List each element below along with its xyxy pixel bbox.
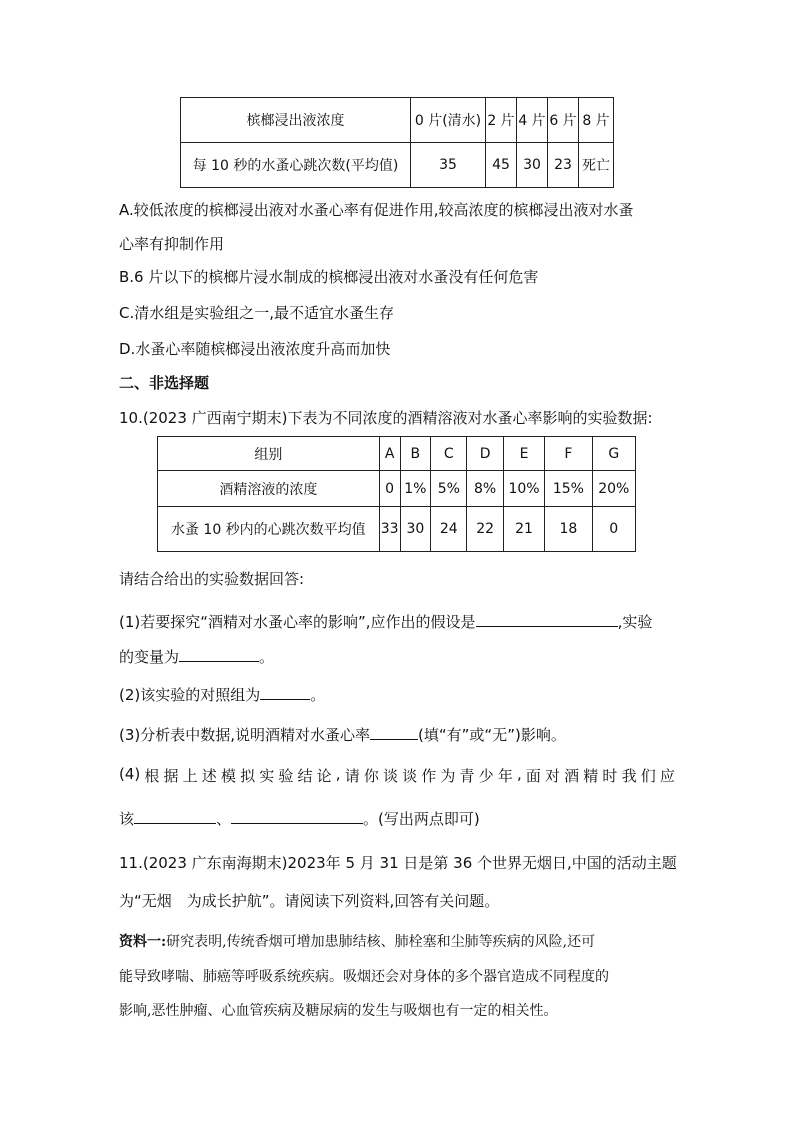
question-11-line1: 11.(2023 广东南海期末)2023年 5 月 31 日是第 36 个世界无烟日,中国的活动主题 bbox=[119, 854, 677, 872]
word: 对 bbox=[545, 767, 561, 785]
subquestion-text: 。 bbox=[310, 686, 326, 704]
word: 青 bbox=[459, 767, 475, 785]
alcohol-table bbox=[157, 436, 636, 552]
table-cell: 水蚤 10 秒内的心跳次数平均值 bbox=[158, 507, 380, 552]
word: 面 bbox=[525, 767, 541, 785]
subquestion-text: (2)该实验的对照组为 bbox=[119, 686, 261, 704]
word: 根 bbox=[144, 767, 160, 785]
subquestion-3 bbox=[119, 724, 566, 745]
word: 论 bbox=[316, 767, 332, 785]
material-line3: 影响,恶性肿瘤、心血管疾病及糖尿病的发生与吸烟也有一定的相关性。 bbox=[119, 1003, 558, 1019]
table-cell: 18 bbox=[545, 507, 592, 552]
word: 实 bbox=[259, 767, 275, 785]
word: 谈 bbox=[402, 767, 418, 785]
table-cell: F bbox=[545, 437, 592, 471]
betel-nut-table bbox=[180, 97, 614, 188]
word: 述 bbox=[201, 767, 217, 785]
table-cell: 21 bbox=[503, 507, 545, 552]
table-cell: 0 bbox=[379, 471, 400, 507]
table-cell: 10% bbox=[503, 471, 545, 507]
word: 你 bbox=[363, 767, 379, 785]
option-c: C.清水组是实验组之一,最不适宜水蚤生存 bbox=[119, 304, 395, 322]
material-text: 研究表明,传统香烟可增加患肺结核、肺栓塞和尘肺等疾病的风险,还可 bbox=[166, 934, 596, 950]
subquestion-text: (3)分析表中数据,说明酒精对水蚤心率 bbox=[119, 726, 371, 744]
option-a-line2: 心率有抑制作用 bbox=[119, 235, 225, 253]
word: 年 bbox=[497, 767, 513, 785]
answer-blank[interactable] bbox=[476, 612, 618, 627]
word: (4) bbox=[119, 765, 141, 783]
answer-blank[interactable] bbox=[179, 647, 259, 662]
subquestion-text: ,实验 bbox=[617, 613, 653, 631]
word: 据 bbox=[163, 767, 179, 785]
answer-blank[interactable] bbox=[231, 809, 363, 824]
table-cell: 22 bbox=[467, 507, 503, 552]
table-cell: 33 bbox=[379, 507, 400, 552]
word: 酒 bbox=[564, 767, 580, 785]
word: 上 bbox=[182, 767, 198, 785]
answer-blank[interactable] bbox=[370, 725, 418, 740]
table-cell: 5% bbox=[431, 471, 467, 507]
table-cell: 死亡 bbox=[579, 143, 614, 188]
table-cell: 23 bbox=[548, 143, 579, 188]
answer-blank[interactable] bbox=[260, 685, 310, 700]
word: 请 bbox=[344, 767, 360, 785]
table-cell: B bbox=[400, 437, 431, 471]
subquestion-1-line2 bbox=[119, 646, 274, 667]
table-cell: A bbox=[379, 437, 400, 471]
subquestion-1-line1 bbox=[119, 611, 652, 632]
word: , bbox=[516, 765, 522, 783]
word: 结 bbox=[297, 767, 313, 785]
question-10-prompt: 请结合给出的实验数据回答: bbox=[119, 570, 305, 588]
word: 为 bbox=[440, 767, 456, 785]
table-cell: 20% bbox=[592, 471, 635, 507]
material-label: 资料一: bbox=[119, 934, 167, 950]
table-row bbox=[158, 437, 636, 471]
table-cell: 槟榔浸出液浓度 bbox=[181, 98, 411, 143]
answer-blank[interactable] bbox=[134, 809, 216, 824]
table-cell: 6 片 bbox=[548, 98, 579, 143]
question-10-stem: 10.(2023 广西南宁期末)下表为不同浓度的酒精溶液对水蚤心率影响的实验数据: bbox=[119, 409, 653, 427]
table-cell: 组别 bbox=[158, 437, 380, 471]
table-cell: 8 片 bbox=[579, 98, 614, 143]
table-row bbox=[158, 507, 636, 552]
table-row bbox=[181, 143, 614, 188]
subquestion-text: 、 bbox=[216, 810, 232, 828]
table-cell: 每 10 秒的水蚤心跳次数(平均值) bbox=[181, 143, 411, 188]
table-cell: G bbox=[592, 437, 635, 471]
option-b: B.6 片以下的槟榔片浸水制成的槟榔浸出液对水蚤没有任何危害 bbox=[119, 268, 539, 286]
subquestion-4-line1 bbox=[119, 765, 675, 786]
section-title: 二、非选择题 bbox=[119, 374, 210, 392]
word: 们 bbox=[640, 767, 656, 785]
table-cell: 15% bbox=[545, 471, 592, 507]
table-cell: 0 bbox=[592, 507, 635, 552]
word: 拟 bbox=[240, 767, 256, 785]
table-cell: 2 片 bbox=[486, 98, 517, 143]
subquestion-text: 。 bbox=[259, 648, 275, 666]
table-row bbox=[158, 471, 636, 507]
word: 作 bbox=[421, 767, 437, 785]
table-cell: 24 bbox=[431, 507, 467, 552]
subquestion-2 bbox=[119, 684, 325, 705]
table-cell: C bbox=[431, 437, 467, 471]
subquestion-text: 。(写出两点即可) bbox=[363, 810, 480, 828]
table-cell: 4 片 bbox=[517, 98, 548, 143]
table-cell: 0 片(清水) bbox=[411, 98, 486, 143]
material-line2: 能导致哮喘、肺癌等呼吸系统疾病。吸烟还会对身体的多个器官造成不同程度的 bbox=[119, 969, 609, 985]
table-cell: E bbox=[503, 437, 545, 471]
subquestion-text: (填“有”或“无”)影响。 bbox=[418, 726, 566, 744]
subquestion-text: 的变量为 bbox=[119, 648, 180, 666]
option-a-line1: A.较低浓度的槟榔浸出液对水蚤心率有促进作用,较高浓度的槟榔浸出液对水蚤 bbox=[119, 201, 634, 219]
word: 时 bbox=[602, 767, 618, 785]
question-11-line2: 为“无烟 为成长护航”。请阅读下列资料,回答有关问题。 bbox=[119, 892, 500, 910]
table-cell: 35 bbox=[411, 143, 486, 188]
word: 我 bbox=[621, 767, 637, 785]
material-line1 bbox=[119, 931, 595, 951]
table-cell: 1% bbox=[400, 471, 431, 507]
subquestion-text: 该 bbox=[119, 810, 135, 828]
subquestion-text: (1)若要探究“酒精对水蚤心率的影响”,应作出的假设是 bbox=[119, 613, 476, 631]
table-cell: 30 bbox=[400, 507, 431, 552]
word: 模 bbox=[220, 767, 236, 785]
word: 谈 bbox=[382, 767, 398, 785]
table-cell: 30 bbox=[517, 143, 548, 188]
word: 少 bbox=[478, 767, 494, 785]
option-d: D.水蚤心率随槟榔浸出液浓度升高而加快 bbox=[119, 340, 391, 358]
subquestion-4-line2 bbox=[119, 808, 480, 829]
table-cell: D bbox=[467, 437, 503, 471]
word: 应 bbox=[659, 767, 675, 785]
table-cell: 8% bbox=[467, 471, 503, 507]
table-cell: 45 bbox=[486, 143, 517, 188]
word: 验 bbox=[278, 767, 294, 785]
word: , bbox=[335, 765, 341, 783]
table-cell: 酒精溶液的浓度 bbox=[158, 471, 380, 507]
table-row bbox=[181, 98, 614, 143]
word: 精 bbox=[583, 767, 599, 785]
